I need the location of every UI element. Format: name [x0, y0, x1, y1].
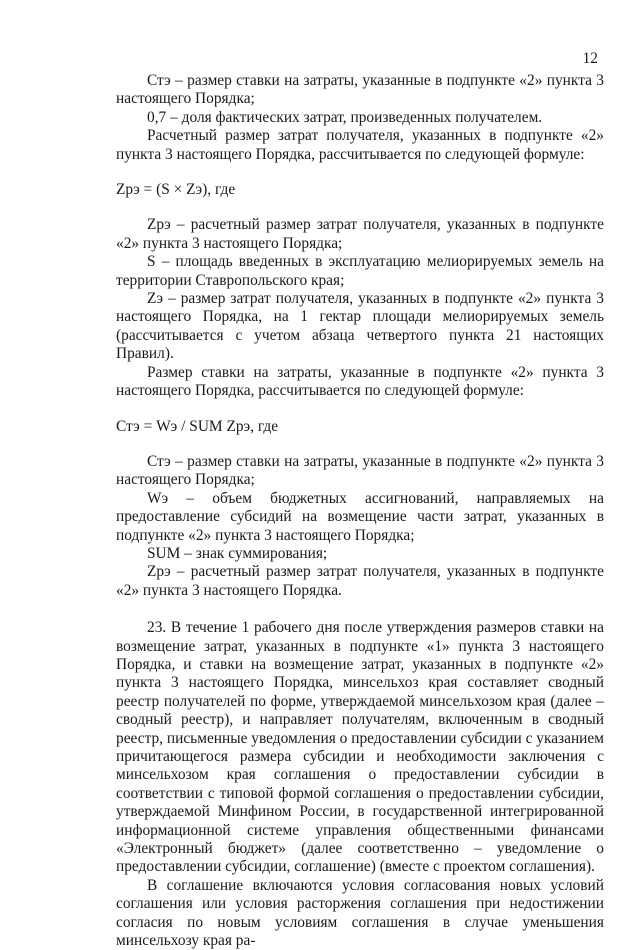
paragraph-cte-definition: Стэ – размер ставки на затраты, указанные в подпункте «2» пункта 3 настоящего Порядка;: [116, 72, 604, 108]
paragraph-agreement-conditions: В соглашение включаются условия согласования новых условий соглашения или условия расторжения соглашения при недостижении согласия по новым условиям соглашения в случае уменьшения минсельхозу края ра-: [116, 876, 604, 950]
paragraph-formula-intro-cte: Размер ставки на затраты, указанные в подпункте «2» пункта 3 настоящего Порядка, рассчитывается по следующей формуле:: [116, 363, 604, 400]
formula-cte: Стэ = Wэ / SUM Zpэ, где: [116, 417, 279, 435]
paragraph-formula-intro-zp: Расчетный размер затрат получателя, указанных в подпункте «2» пункта 3 настоящего Порядка, рассчитывается по следующей формуле:: [116, 127, 604, 163]
paragraph-w-definition: Wэ – объем бюджетных ассигнований, направляемых на предоставление субсидий на возмещение части затрат, указанных в подпункте «2» пункта 3 настоящего Порядка;: [116, 489, 604, 544]
paragraph-share-coefficient: 0,7 – доля фактических затрат, произведенных получателем.: [147, 108, 543, 126]
paragraph-section-23: 23. В течение 1 рабочего дня после утверждения размеров ставки на возмещение затрат, указанных в подпункте «1» пункта 3 настоящего Порядка, и ставки на возмещение затрат, указанных в подпункте «2» пункта 3 настоящего Порядка, минсельхоз края составляет сводный реестр получателей по форме, утверждаемой минсельхозом края (далее – сводный реестр), и направляет получателям, включенным в сводный реестр, письменные уведомления о предоставлении субсидии с указанием причитающегося размера субсидии и необходимости заключения с минсельхозом края соглашения о предоставлении субсидии в соответствии с типовой формой соглашения о предоставлении субсидии, утверждаемой Минфином России, в государственной интегрированной информационной системе управления общественными финансами «Электронный бюджет» (далее соответственно – уведомление о предоставлении субсидии, соглашение) (вместе с проектом соглашения).: [116, 619, 604, 876]
formula-zp: Zpэ = (S × Zэ), где: [116, 181, 236, 199]
paragraph-cte-definition-2: Стэ – размер ставки на затраты, указанные в подпункте «2» пункта 3 настоящего Порядка;: [116, 452, 604, 489]
paragraph-sum-definition: SUM – знак суммирования;: [147, 544, 328, 562]
page-number: 12: [582, 50, 598, 67]
paragraph-zp-definition: Zpэ – расчетный размер затрат получателя, указанных в подпункте «2» пункта 3 настоящего Порядка;: [116, 216, 604, 252]
paragraph-s-definition: S – площадь введенных в эксплуатацию мелиорируемых земель на территории Ставропольского края;: [116, 253, 604, 289]
paragraph-zp-definition-2: Zpэ – расчетный размер затрат получателя, указанных в подпункте «2» пункта 3 настоящего Порядка.: [116, 563, 604, 599]
paragraph-z-definition: Zэ – размер затрат получателя, указанных в подпункте «2» пункта 3 настоящего Порядка, на 1 гектар площади мелиорируемых земель (рассчитывается с учетом абзаца четвертого пункта 21 настоящих Правил).: [116, 290, 604, 363]
document-body: [116, 72, 604, 950]
